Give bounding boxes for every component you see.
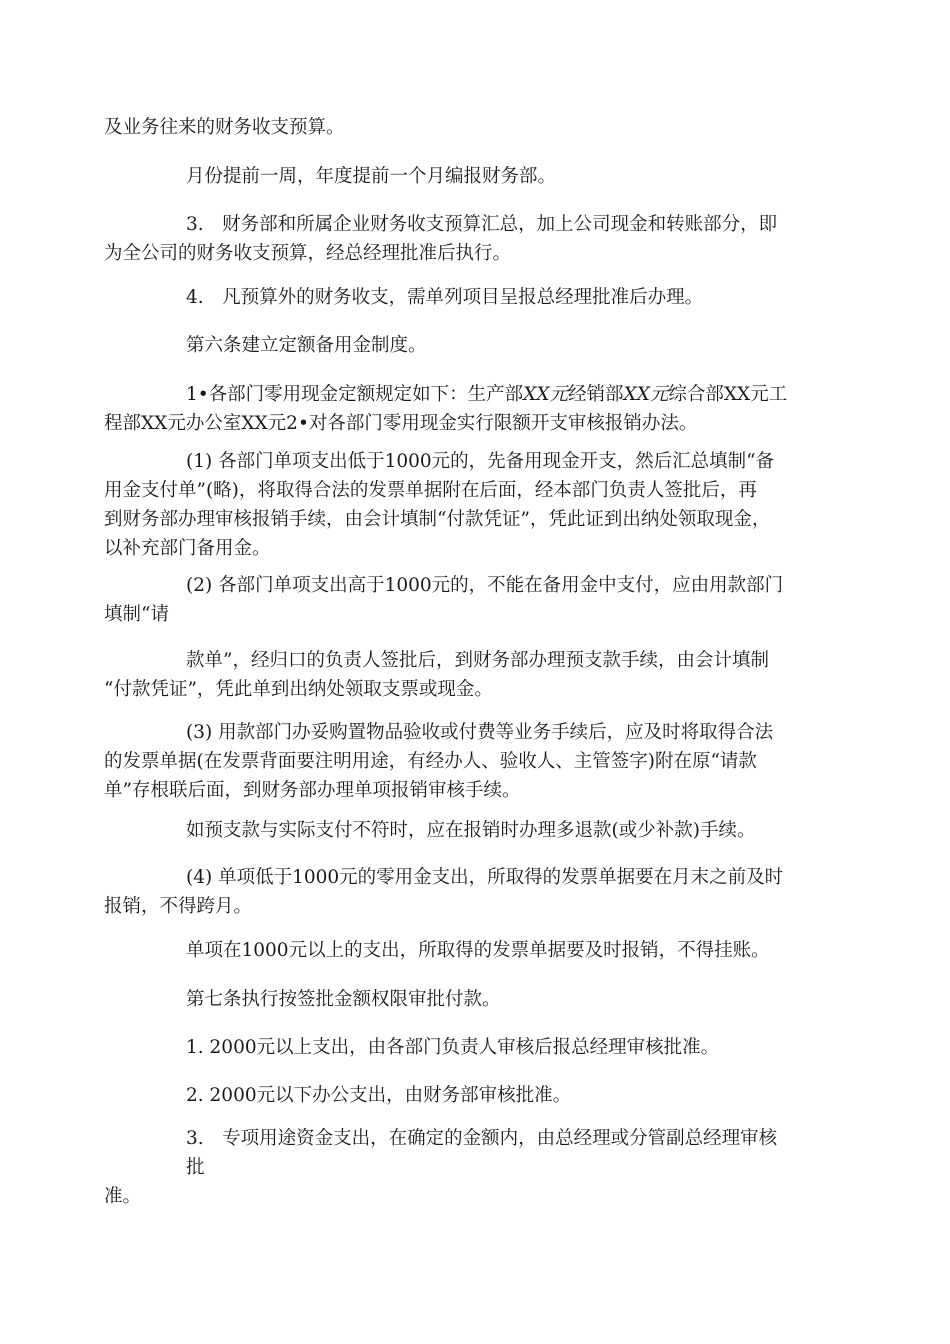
text-line: 程部XX元办公室XX元2•对各部门零用现金实行限额开支审核报销办法。: [104, 413, 698, 434]
paragraph: [104, 718, 844, 805]
text-line: 批: [186, 1157, 205, 1178]
text-line: (4) 单项低于1000元的零用金支出，所取得的发票单据要在月末之前及时: [186, 867, 784, 888]
paragraph: [104, 863, 844, 921]
section-heading: [104, 985, 844, 1014]
text-line: 用金支付单”(略)，将取得合法的发票单据附在后面，经本部门负责人签批后，再: [104, 480, 757, 501]
text-line: “付款凭证”，凭此单到出纳处领取支票或现金。: [104, 679, 493, 700]
paragraph: [104, 380, 844, 438]
paragraph: [104, 210, 844, 268]
paragraph: [104, 113, 844, 142]
paragraph: [104, 1033, 844, 1062]
text-line: 2. 2000元以下办公支出，由财务部审核批准。: [186, 1085, 572, 1106]
paragraph: [104, 936, 844, 965]
text-line: 4. 凡预算外的财务收支，需单列项目呈报总经理批准后办理。: [186, 287, 704, 308]
paragraph: [104, 816, 844, 845]
text-line: 的发票单据(在发票背面要注明用途，有经办人、验收人、主管签字)附在原“请款: [104, 751, 757, 772]
text-line: 及业务往来的财务收支预算。: [104, 117, 345, 138]
text-line: 款单”，经归口的负责人签批后，到财务部办理预支款手续，由会计填制: [186, 650, 769, 671]
paragraph: [104, 447, 844, 563]
paragraph: [104, 162, 844, 191]
text-line: 如预支款与实际支付不符时，应在报销时办理多退款(或少补款)手续。: [186, 820, 756, 841]
paragraph: [104, 646, 844, 704]
text-line: 1•各部门零用现金定额规定如下：生产部XX元经销部XX元综合部XX元工: [186, 384, 788, 405]
text-line: 填制“请: [104, 604, 169, 625]
paragraph: [104, 1081, 844, 1110]
paragraph: [104, 283, 844, 312]
text-line: 报销，不得跨月。: [104, 896, 253, 917]
text-line: 第六条建立定额备用金制度。: [186, 335, 427, 356]
text-line: (3) 用款部门办妥购置物品验收或付费等业务手续后，应及时将取得合法: [186, 722, 774, 743]
text-line: 到财务部办理审核报销手续，由会计填制“付款凭证”，凭此证到出纳处领取现金，: [104, 509, 771, 530]
text-line: (1) 各部门单项支出低于1000元的，先备用现金开支，然后汇总填制“备: [186, 451, 775, 472]
text-line: 第七条执行按签批金额权限审批付款。: [186, 989, 501, 1010]
text-line: 准。: [104, 1186, 142, 1207]
text-line: 单”存根联后面，到财务部办理单项报销审核手续。: [104, 780, 521, 801]
text-line: 以补充部门备用金。: [104, 538, 271, 559]
text-line: 1. 2000元以上支出，由各部门负责人审核后报总经理审核批准。: [186, 1037, 720, 1058]
paragraph: [104, 1124, 844, 1211]
section-heading: [104, 331, 844, 360]
text-line: 月份提前一周，年度提前一个月编报财务部。: [186, 166, 557, 187]
text-line: (2) 各部门单项支出高于1000元的，不能在备用金中支付，应由用款部门: [186, 575, 784, 596]
text-line: 为全公司的财务收支预算，经总经理批准后执行。: [104, 243, 512, 264]
text-line: 单项在1000元以上的支出，所取得的发票单据要及时报销，不得挂账。: [186, 940, 770, 961]
text-line: 3. 财务部和所属企业财务收支预算汇总，加上公司现金和转账部分，即: [186, 214, 778, 235]
paragraph: [104, 571, 844, 629]
text-line: 3. 专项用途资金支出，在确定的金额内，由总经理或分管副总经理审核: [186, 1128, 778, 1149]
